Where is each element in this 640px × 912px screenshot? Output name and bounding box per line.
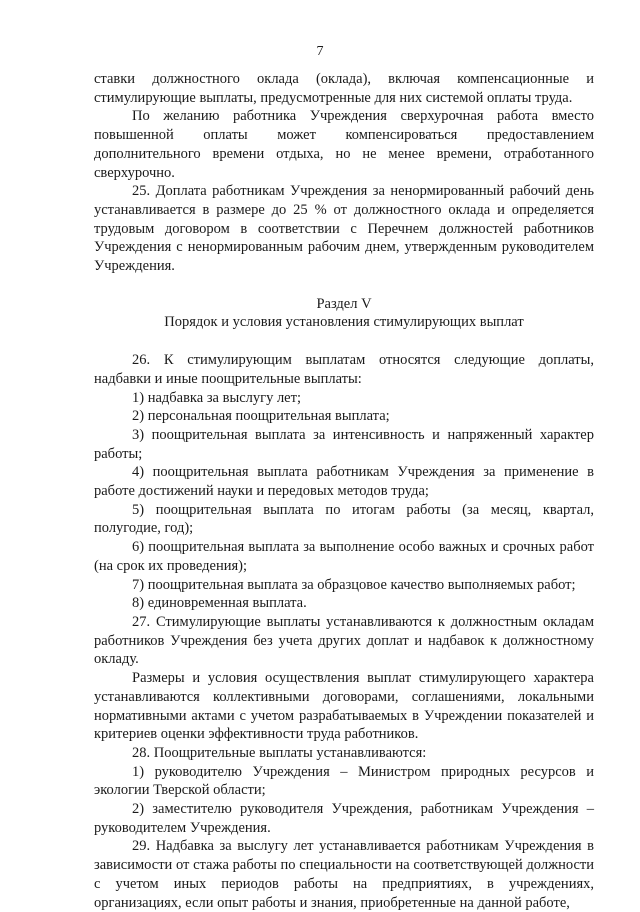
section-title: Раздел V xyxy=(316,295,372,312)
paragraph-28-item-2: 2) заместителю руководителя Учреждения, работникам Учреждения – руководителем Учреждения. xyxy=(94,801,594,836)
paragraph-29: 29. Надбавка за выслугу лет устанавливается работникам Учреждения в зависимости от стажа работы по специальности на соответствующей должности с учетом иных периодов работы на предприятиях, в учреждениях, организациях, если опыт работы и знания, приобретенные на данной работе, xyxy=(94,838,594,911)
document-body xyxy=(94,70,594,912)
list-item-2: 2) персональная поощрительная выплата; xyxy=(132,408,390,425)
list-item-5: 5) поощрительная выплата по итогам работы (за месяц, квартал, полугодие, год); xyxy=(94,501,594,537)
paragraph-overtime: По желанию работника Учреждения сверхурочная работа вместо повышенной оплаты может компенсироваться предоставлением дополнительного времени отдыха, но не менее времени, отработанного сверхурочно. xyxy=(94,108,594,181)
list-item-7: 7) поощрительная выплата за образцовое качество выполняемых работ; xyxy=(132,576,576,593)
paragraph-continuation: ставки должностного оклада (оклада), включая компенсационные и стимулирующие выплаты, предусмотренные для них системой оплаты труда. xyxy=(94,71,594,106)
list-item-8: 8) единовременная выплата. xyxy=(132,595,307,612)
list-item-3: 3) поощрительная выплата за интенсивность и напряженный характер работы; xyxy=(94,426,594,462)
list-item-6: 6) поощрительная выплата за выполнение особо важных и срочных работ (на срок их проведения); xyxy=(94,539,594,574)
paragraph-28-item-1: 1) руководителю Учреждения – Министром природных ресурсов и экологии Тверской области; xyxy=(94,763,594,799)
list-item-4: 4) поощрительная выплата работникам Учреждения за применение в работе достижений науки и передовых методов труда; xyxy=(94,464,594,500)
page-number: 7 xyxy=(316,44,324,59)
section-subtitle: Порядок и условия установления стимулирующих выплат xyxy=(164,314,524,331)
paragraph-25: 25. Доплата работникам Учреждения за ненормированный рабочий день устанавливается в размере до 25 % от должностного оклада и определяется трудовым договором в соответствии с Перечнем должностей работников Учреждения с ненормированным рабочим днем, утвержденным руководителем Учреждения. xyxy=(94,183,594,275)
paragraph-27-conditions: Размеры и условия осуществления выплат стимулирующего характера устанавливаются коллективными договорами, соглашениями, локальными нормативными актами с учетом разрабатываемых в Учреждении показателей и критериев оценки эффективности труда работников. xyxy=(94,670,594,743)
list-item-1: 1) надбавка за выслугу лет; xyxy=(132,389,301,406)
paragraph-26: 26. К стимулирующим выплатам относятся следующие доплаты, надбавки и иные поощрительные выплаты: xyxy=(94,352,594,387)
paragraph-27: 27. Стимулирующие выплаты устанавливаются к должностным окладам работников Учреждения без учета других доплат и надбавок к должностному окладу. xyxy=(94,613,594,668)
paragraph-28: 28. Поощрительные выплаты устанавливаются: xyxy=(132,744,427,761)
